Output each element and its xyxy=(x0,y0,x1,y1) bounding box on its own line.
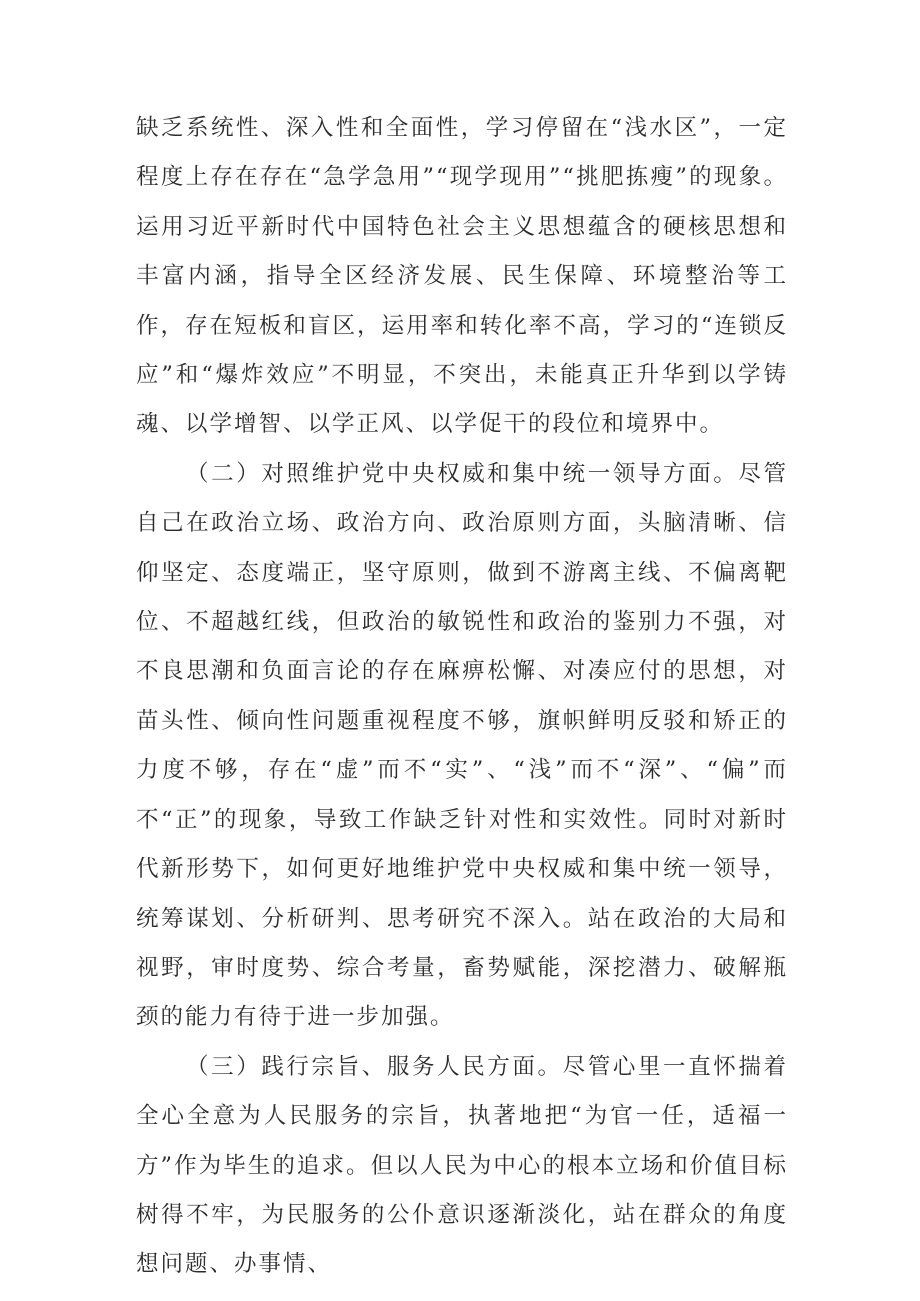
paragraph-study-shortcomings: 缺乏系统性、深入性和全面性，学习停留在“浅水区”，一定程度上存在存在“急学急用”“现学现用”“挑肥拣瘦”的现象。运用习近平新时代中国特色社会主义思想蕴含的硬核思想和丰富内涵，指导全区经济发展、民生保障、环境整治等工作，存在短板和盲区，运用率和转化率不高，学习的“连锁反应”和“爆炸效应”不明显，不突出，未能真正升华到以学铸魂、以学增智、以学正风、以学促干的段位和境界中。 xyxy=(136,115,788,438)
document-body xyxy=(136,104,788,1290)
paragraph-section-three: （三）践行宗旨、服务人民方面。尽管心里一直怀揣着全心全意为人民服务的宗旨，执著地把“为官一任，适福一方”作为毕生的追求。但以人民为中心的根本立场和价值目标树得不牢，为民服务的公仆意识逐渐淡化，站在群众的角度想问题、办事情、 xyxy=(136,1053,788,1278)
paragraph-section-two: （二）对照维护党中央权威和集中统一领导方面。尽管自己在政治立场、政治方向、政治原则方面，头脑清晰、信仰坚定、态度端正，坚守原则，做到不游离主线、不偏离靶位、不超越红线，但政治的敏锐性和政治的鉴别力不强，对不良思潮和负面言论的存在麻痹松懈、对凑应付的思想，对苗头性、倾向性问题重视程度不够，旗帜鲜明反驳和矫正的力度不够，存在“虚”而不“实”、“浅”而不“深”、“偏”而不“正”的现象，导致工作缺乏针对性和实效性。同时对新时代新形势下，如何更好地维护党中央权威和集中统一领导，统筹谋划、分析研判、思考研究不深入。站在政治的大局和视野，审时度势、综合考量，畜势赋能，深挖潜力、破解瓶颈的能力有待于进一步加强。 xyxy=(136,460,788,1031)
